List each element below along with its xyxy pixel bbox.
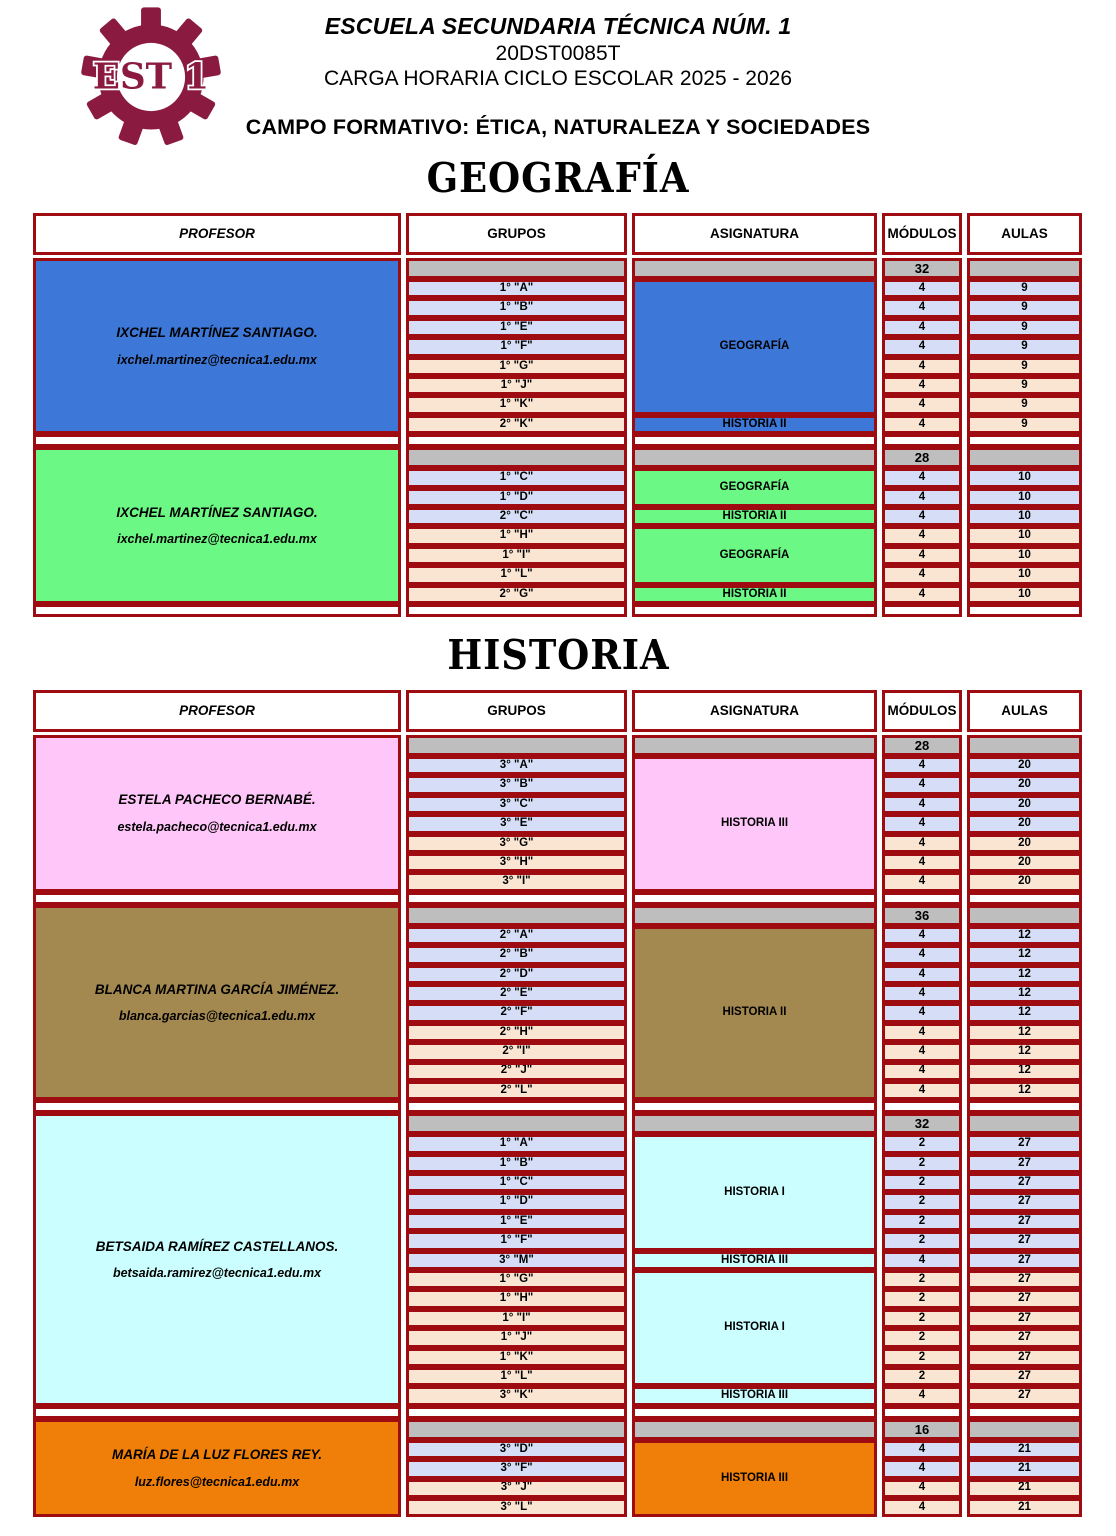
group-cell: 1° "B" xyxy=(406,1154,627,1173)
summary-cell xyxy=(406,1113,627,1134)
aulas-cell: 9 xyxy=(967,298,1082,317)
subject-cell: HISTORIA II xyxy=(632,926,877,1101)
teacher-email: estela.pacheco@tecnica1.edu.mx xyxy=(117,819,317,834)
modules-cell: 4 xyxy=(882,585,962,604)
group-cell: 1° "D" xyxy=(406,1192,627,1211)
column-header: PROFESOR xyxy=(33,690,401,732)
spacer-cell xyxy=(882,1100,962,1113)
subject-cell: HISTORIA II xyxy=(632,507,877,526)
aulas-cell: 9 xyxy=(967,395,1082,414)
spacer-cell xyxy=(406,604,627,617)
aulas-cell: 10 xyxy=(967,546,1082,565)
group-cell: 2° "K" xyxy=(406,415,627,434)
group-cell: 1° "B" xyxy=(406,298,627,317)
teacher-cell xyxy=(33,905,401,1101)
group-cell: 1° "G" xyxy=(406,357,627,376)
group-cell: 1° "K" xyxy=(406,395,627,414)
aulas-cell: 12 xyxy=(967,965,1082,984)
summary-cell xyxy=(967,735,1082,756)
table-grid xyxy=(33,1100,1082,1113)
table-grid xyxy=(33,905,1082,1101)
campo-formativo: CAMPO FORMATIVO: ÉTICA, NATURALEZA Y SOCIEDADES xyxy=(245,115,871,139)
section-title xyxy=(0,630,1116,679)
modules-cell: 4 xyxy=(882,1042,962,1061)
group-cell: 2° "B" xyxy=(406,945,627,964)
column-header: MÓDULOS xyxy=(882,690,962,732)
teacher-cell xyxy=(33,1113,401,1405)
group-cell: 3° "D" xyxy=(406,1440,627,1459)
modules-cell: 4 xyxy=(882,395,962,414)
aulas-cell: 27 xyxy=(967,1192,1082,1211)
group-cell: 1° "F" xyxy=(406,1231,627,1250)
modules-cell: 4 xyxy=(882,872,962,891)
subject-cell: HISTORIA III xyxy=(632,1251,877,1270)
section-title-text: GEOGRAFÍA xyxy=(426,154,690,202)
schedule-tables xyxy=(0,156,1116,1517)
teacher-name: BETSAIDA RAMÍREZ CASTELLANOS. xyxy=(95,1238,339,1254)
spacer-cell xyxy=(632,604,877,617)
modules-cell: 4 xyxy=(882,926,962,945)
modules-cell: 2 xyxy=(882,1134,962,1153)
spacer-cell xyxy=(882,892,962,905)
modules-cell: 4 xyxy=(882,507,962,526)
table-grid xyxy=(33,1406,1082,1419)
modules-cell: 4 xyxy=(882,1459,962,1478)
modules-cell: 4 xyxy=(882,526,962,545)
aulas-cell: 20 xyxy=(967,834,1082,853)
subject-cell: HISTORIA II xyxy=(632,585,877,604)
group-cell: 1° "H" xyxy=(406,1289,627,1308)
spacer-cell xyxy=(967,434,1082,447)
group-cell: 3° "K" xyxy=(406,1386,627,1405)
section-title-text: HISTORIA xyxy=(446,630,670,679)
summary-cell xyxy=(632,1113,877,1134)
schedule-table xyxy=(33,213,1082,617)
aulas-cell: 27 xyxy=(967,1270,1082,1289)
summary-cell xyxy=(632,1419,877,1440)
table-grid xyxy=(33,690,1082,732)
modules-cell: 2 xyxy=(882,1328,962,1347)
summary-cell xyxy=(967,1419,1082,1440)
modules-cell: 4 xyxy=(882,814,962,833)
column-header: GRUPOS xyxy=(406,690,627,732)
summary-cell xyxy=(967,258,1082,279)
summary-cell xyxy=(406,447,627,468)
spacer-cell xyxy=(967,1100,1082,1113)
column-header: ASIGNATURA xyxy=(632,690,877,732)
teacher-name: IXCHEL MARTÍNEZ SANTIAGO. xyxy=(116,325,318,341)
aulas-cell: 20 xyxy=(967,872,1082,891)
table-grid xyxy=(33,1419,1082,1518)
modules-cell: 4 xyxy=(882,1479,962,1498)
group-cell: 1° "L" xyxy=(406,565,627,584)
modules-cell: 4 xyxy=(882,1023,962,1042)
group-cell: 2° "C" xyxy=(406,507,627,526)
group-cell: 1° "H" xyxy=(406,526,627,545)
aulas-cell: 27 xyxy=(967,1309,1082,1328)
section-title xyxy=(0,156,1116,201)
modules-cell: 4 xyxy=(882,1003,962,1022)
modules-cell: 4 xyxy=(882,1081,962,1100)
group-cell: 1° "C" xyxy=(406,1173,627,1192)
modules-cell: 2 xyxy=(882,1192,962,1211)
group-cell: 2° "H" xyxy=(406,1023,627,1042)
teacher-name: ESTELA PACHECO BERNABÉ. xyxy=(118,792,316,808)
group-cell: 2° "I" xyxy=(406,1042,627,1061)
teacher-cell xyxy=(33,447,401,604)
aulas-cell: 12 xyxy=(967,926,1082,945)
group-cell: 1° "E" xyxy=(406,1212,627,1231)
modules-cell: 4 xyxy=(882,945,962,964)
group-cell: 1° "L" xyxy=(406,1367,627,1386)
document-subtitle: CARGA HORARIA CICLO ESCOLAR 2025 - 2026 xyxy=(323,67,793,90)
table-grid xyxy=(33,258,1082,434)
group-cell: 3° "C" xyxy=(406,795,627,814)
aulas-cell: 10 xyxy=(967,488,1082,507)
group-cell: 3° "G" xyxy=(406,834,627,853)
column-header: PROFESOR xyxy=(33,213,401,255)
aulas-cell: 12 xyxy=(967,1042,1082,1061)
subject-cell: HISTORIA II xyxy=(632,415,877,434)
group-cell: 1° "I" xyxy=(406,546,627,565)
group-cell: 3° "I" xyxy=(406,872,627,891)
group-cell: 3° "B" xyxy=(406,775,627,794)
group-cell: 1° "I" xyxy=(406,1309,627,1328)
teacher-email: blanca.garcias@tecnica1.edu.mx xyxy=(118,1009,316,1024)
subject-cell: HISTORIA III xyxy=(632,1440,877,1518)
group-cell: 2° "D" xyxy=(406,965,627,984)
modules-cell: 4 xyxy=(882,298,962,317)
spacer-cell xyxy=(33,1100,401,1113)
group-cell: 1° "F" xyxy=(406,337,627,356)
group-cell: 2° "G" xyxy=(406,585,627,604)
aulas-cell: 12 xyxy=(967,1023,1082,1042)
aulas-cell: 20 xyxy=(967,775,1082,794)
group-cell: 3° "J" xyxy=(406,1479,627,1498)
aulas-cell: 9 xyxy=(967,376,1082,395)
summary-cell xyxy=(632,735,877,756)
table-grid xyxy=(33,735,1082,892)
aulas-cell: 20 xyxy=(967,814,1082,833)
spacer-cell xyxy=(967,892,1082,905)
aulas-cell: 20 xyxy=(967,853,1082,872)
teacher-cell xyxy=(33,1419,401,1518)
aulas-cell: 21 xyxy=(967,1440,1082,1459)
teacher-email: betsaida.ramirez@tecnica1.edu.mx xyxy=(112,1266,322,1281)
aulas-cell: 9 xyxy=(967,357,1082,376)
group-cell: 1° "E" xyxy=(406,318,627,337)
summary-cell xyxy=(632,258,877,279)
aulas-cell: 9 xyxy=(967,279,1082,298)
modules-cell: 2 xyxy=(882,1270,962,1289)
modules-cell: 2 xyxy=(882,1348,962,1367)
aulas-cell: 12 xyxy=(967,1003,1082,1022)
modules-cell: 4 xyxy=(882,1440,962,1459)
spacer-cell xyxy=(406,892,627,905)
column-header: MÓDULOS xyxy=(882,213,962,255)
modules-cell: 4 xyxy=(882,1498,962,1517)
aulas-cell: 27 xyxy=(967,1367,1082,1386)
summary-modules-cell: 16 xyxy=(882,1419,962,1440)
spacer-cell xyxy=(882,604,962,617)
spacer-cell xyxy=(967,604,1082,617)
modules-cell: 4 xyxy=(882,984,962,1003)
aulas-cell: 27 xyxy=(967,1173,1082,1192)
modules-cell: 2 xyxy=(882,1309,962,1328)
aulas-cell: 12 xyxy=(967,1062,1082,1081)
group-cell: 3° "E" xyxy=(406,814,627,833)
summary-cell xyxy=(632,905,877,926)
subject-cell: HISTORIA I xyxy=(632,1134,877,1250)
aulas-cell: 10 xyxy=(967,585,1082,604)
group-cell: 2° "F" xyxy=(406,1003,627,1022)
aulas-cell: 27 xyxy=(967,1251,1082,1270)
group-cell: 1° "K" xyxy=(406,1348,627,1367)
summary-modules-cell: 28 xyxy=(882,735,962,756)
subject-cell: GEOGRAFÍA xyxy=(632,279,877,415)
modules-cell: 2 xyxy=(882,1173,962,1192)
modules-cell: 4 xyxy=(882,357,962,376)
modules-cell: 4 xyxy=(882,546,962,565)
group-cell: 1° "D" xyxy=(406,488,627,507)
spacer-cell xyxy=(406,1406,627,1419)
group-cell: 3° "A" xyxy=(406,756,627,775)
modules-cell: 4 xyxy=(882,834,962,853)
column-header: AULAS xyxy=(967,213,1082,255)
aulas-cell: 27 xyxy=(967,1231,1082,1250)
group-cell: 2° "E" xyxy=(406,984,627,1003)
summary-modules-cell: 32 xyxy=(882,258,962,279)
summary-cell xyxy=(406,258,627,279)
spacer-cell xyxy=(632,1406,877,1419)
subject-cell: HISTORIA III xyxy=(632,756,877,892)
modules-cell: 4 xyxy=(882,337,962,356)
table-grid xyxy=(33,892,1082,905)
spacer-cell xyxy=(632,434,877,447)
teacher-email: luz.flores@tecnica1.edu.mx xyxy=(134,1474,300,1489)
teacher-email: ixchel.martinez@tecnica1.edu.mx xyxy=(117,352,317,367)
spacer-cell xyxy=(882,1406,962,1419)
schedule-table xyxy=(33,690,1082,1517)
table-grid xyxy=(33,1113,1082,1405)
group-cell: 1° "C" xyxy=(406,468,627,487)
aulas-cell: 12 xyxy=(967,984,1082,1003)
column-header: ASIGNATURA xyxy=(632,213,877,255)
subject-cell: HISTORIA III xyxy=(632,1386,877,1405)
group-cell: 2° "A" xyxy=(406,926,627,945)
table-grid xyxy=(33,213,1082,255)
summary-cell xyxy=(406,905,627,926)
modules-cell: 4 xyxy=(882,468,962,487)
aulas-cell: 21 xyxy=(967,1459,1082,1478)
aulas-cell: 20 xyxy=(967,756,1082,775)
subject-cell: GEOGRAFÍA xyxy=(632,468,877,507)
spacer-cell xyxy=(406,434,627,447)
group-cell: 3° "F" xyxy=(406,1459,627,1478)
teacher-name: IXCHEL MARTÍNEZ SANTIAGO. xyxy=(116,504,318,520)
spacer-cell xyxy=(33,604,401,617)
modules-cell: 4 xyxy=(882,1251,962,1270)
table-grid xyxy=(33,447,1082,604)
summary-cell xyxy=(967,1113,1082,1134)
table-grid xyxy=(33,434,1082,447)
aulas-cell: 27 xyxy=(967,1328,1082,1347)
table-grid xyxy=(33,604,1082,617)
aulas-cell: 10 xyxy=(967,507,1082,526)
logo-text: EST 1 xyxy=(92,56,210,98)
aulas-cell: 27 xyxy=(967,1289,1082,1308)
spacer-cell xyxy=(33,892,401,905)
group-cell: 1° "A" xyxy=(406,279,627,298)
group-cell: 1° "G" xyxy=(406,1270,627,1289)
subject-cell: HISTORIA I xyxy=(632,1270,877,1386)
modules-cell: 4 xyxy=(882,318,962,337)
spacer-cell xyxy=(967,1406,1082,1419)
aulas-cell: 21 xyxy=(967,1479,1082,1498)
modules-cell: 4 xyxy=(882,853,962,872)
spacer-cell xyxy=(33,434,401,447)
modules-cell: 4 xyxy=(882,488,962,507)
summary-cell xyxy=(632,447,877,468)
aulas-cell: 9 xyxy=(967,337,1082,356)
group-cell: 1° "J" xyxy=(406,1328,627,1347)
teacher-cell xyxy=(33,735,401,892)
school-name: ESCUELA SECUNDARIA TÉCNICA NÚM. 1 xyxy=(324,13,792,39)
summary-modules-cell: 36 xyxy=(882,905,962,926)
summary-modules-cell: 32 xyxy=(882,1113,962,1134)
summary-cell xyxy=(406,1419,627,1440)
aulas-cell: 27 xyxy=(967,1154,1082,1173)
spacer-cell xyxy=(33,1406,401,1419)
spacer-cell xyxy=(882,434,962,447)
modules-cell: 4 xyxy=(882,775,962,794)
aulas-cell: 21 xyxy=(967,1498,1082,1517)
modules-cell: 4 xyxy=(882,1386,962,1405)
teacher-cell xyxy=(33,258,401,434)
modules-cell: 4 xyxy=(882,415,962,434)
modules-cell: 2 xyxy=(882,1154,962,1173)
aulas-cell: 27 xyxy=(967,1348,1082,1367)
teacher-name: BLANCA MARTINA GARCÍA JIMÉNEZ. xyxy=(94,981,340,997)
aulas-cell: 9 xyxy=(967,415,1082,434)
subject-cell: GEOGRAFÍA xyxy=(632,526,877,584)
aulas-cell: 20 xyxy=(967,795,1082,814)
group-cell: 3° "H" xyxy=(406,853,627,872)
summary-cell xyxy=(406,735,627,756)
aulas-cell: 27 xyxy=(967,1134,1082,1153)
teacher-name: MARÍA DE LA LUZ FLORES REY. xyxy=(111,1447,322,1463)
group-cell: 2° "L" xyxy=(406,1081,627,1100)
spacer-cell xyxy=(632,1100,877,1113)
aulas-cell: 12 xyxy=(967,1081,1082,1100)
modules-cell: 2 xyxy=(882,1231,962,1250)
group-cell: 2° "J" xyxy=(406,1062,627,1081)
summary-cell xyxy=(967,447,1082,468)
column-header: GRUPOS xyxy=(406,213,627,255)
modules-cell: 4 xyxy=(882,756,962,775)
aulas-cell: 27 xyxy=(967,1386,1082,1405)
modules-cell: 2 xyxy=(882,1289,962,1308)
aulas-cell: 10 xyxy=(967,565,1082,584)
school-code: 20DST0085T xyxy=(495,42,621,65)
modules-cell: 2 xyxy=(882,1212,962,1231)
modules-cell: 4 xyxy=(882,1062,962,1081)
spacer-cell xyxy=(632,892,877,905)
column-header: AULAS xyxy=(967,690,1082,732)
teacher-email: ixchel.martinez@tecnica1.edu.mx xyxy=(117,532,317,547)
summary-cell xyxy=(967,905,1082,926)
modules-cell: 4 xyxy=(882,279,962,298)
school-gear-logo xyxy=(80,6,222,148)
modules-cell: 4 xyxy=(882,965,962,984)
group-cell: 1° "J" xyxy=(406,376,627,395)
group-cell: 1° "A" xyxy=(406,1134,627,1153)
aulas-cell: 9 xyxy=(967,318,1082,337)
modules-cell: 2 xyxy=(882,1367,962,1386)
aulas-cell: 12 xyxy=(967,945,1082,964)
aulas-cell: 10 xyxy=(967,526,1082,545)
aulas-cell: 27 xyxy=(967,1212,1082,1231)
modules-cell: 4 xyxy=(882,376,962,395)
group-cell: 3° "M" xyxy=(406,1251,627,1270)
modules-cell: 4 xyxy=(882,565,962,584)
aulas-cell: 10 xyxy=(967,468,1082,487)
summary-modules-cell: 28 xyxy=(882,447,962,468)
modules-cell: 4 xyxy=(882,795,962,814)
group-cell: 3° "L" xyxy=(406,1498,627,1517)
spacer-cell xyxy=(406,1100,627,1113)
